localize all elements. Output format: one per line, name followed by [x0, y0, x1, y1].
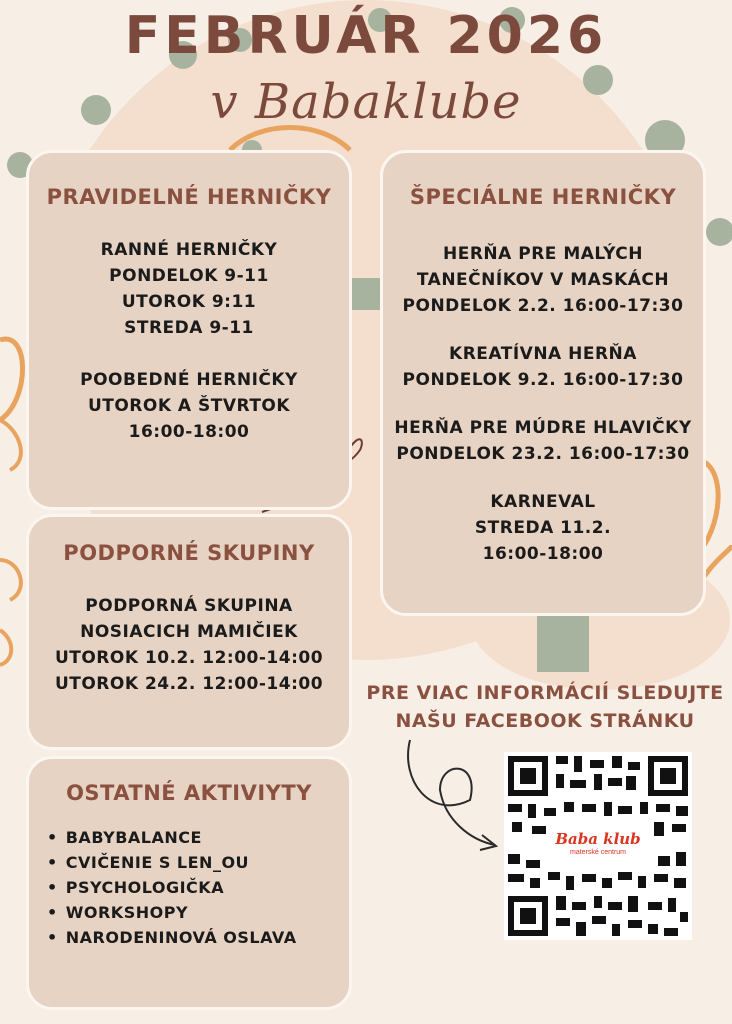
list-item: • WORKSHOPY: [47, 900, 349, 925]
card-regular-playgroups: [26, 150, 352, 510]
support-schedule: [29, 593, 349, 697]
schedule-line: UTOROK 9:11: [121, 292, 257, 312]
schedule-line: 16:00-18:00: [128, 422, 250, 442]
bg-arc: [0, 339, 23, 420]
bg-arc: [0, 420, 21, 470]
special-event: [383, 241, 703, 319]
special-event: [383, 341, 703, 393]
event-line: KREATÍVNA HERŇA: [449, 344, 637, 364]
event-line: KARNEVAL: [490, 492, 596, 512]
event-line: HERŇA PRE MÚDRE HLAVIČKY: [394, 418, 692, 438]
card-heading: PODPORNÉ SKUPINY: [63, 541, 315, 565]
logo-text: Baba klub: [555, 830, 641, 848]
bg-arc: [0, 560, 21, 600]
page-title: FEBRUÁR 2026: [124, 6, 608, 66]
event-line: 16:00-18:00: [482, 544, 604, 564]
list-item: • PSYCHOLOGIČKA: [47, 875, 349, 900]
doodle-arrow: [408, 740, 495, 845]
support-line: UTOROK 24.2. 12:00-14:00: [54, 674, 324, 694]
bg-stem: [352, 278, 380, 310]
schedule-line: POOBEDNÉ HERNIČKY: [80, 370, 298, 390]
schedule-line: RANNÉ HERNIČKY: [100, 240, 278, 260]
page-subtitle: v Babaklube: [210, 74, 522, 130]
event-line: PONDELOK 9.2. 16:00-17:30: [402, 370, 684, 390]
afternoon-schedule: [29, 367, 349, 445]
event-line: TANEČNÍKOV V MASKÁCH: [416, 270, 670, 290]
cta-line: PRE VIAC INFORMÁCIÍ SLEDUJTE: [366, 682, 724, 704]
event-line: STREDA 11.2.: [474, 518, 612, 538]
support-line: PODPORNÁ SKUPINA: [85, 596, 293, 616]
schedule-line: STREDA 9-11: [124, 318, 254, 338]
baba-klub-logo: [548, 830, 648, 857]
activities-list: [47, 825, 349, 950]
bg-arc: [0, 630, 11, 665]
logo-subtext: materské centrum: [569, 849, 627, 856]
morning-schedule: [29, 237, 349, 341]
card-heading: OSTATNÉ AKTIVIYTY: [66, 781, 312, 805]
event-line: PONDELOK 2.2. 16:00-17:30: [402, 296, 684, 316]
list-item: • NARODENINOVÁ OSLAVA: [47, 925, 349, 950]
cta-line: NAŠU FACEBOOK STRÁNKU: [395, 710, 695, 732]
card-support-groups: [26, 514, 352, 750]
special-event: [383, 489, 703, 567]
facebook-qr-code[interactable]: [504, 752, 692, 940]
support-line: NOSIACICH MAMIČIEK: [80, 622, 298, 642]
card-other-activities: [26, 756, 352, 1010]
facebook-cta: [358, 679, 732, 735]
schedule-line: PONDELOK 9-11: [109, 266, 269, 286]
special-event: [383, 415, 703, 467]
support-line: UTOROK 10.2. 12:00-14:00: [54, 648, 324, 668]
card-heading: ŠPECIÁLNE HERNIČKY: [409, 185, 677, 209]
card-special-playgroups: [380, 150, 706, 616]
list-item: • BABYBALANCE: [47, 825, 349, 850]
schedule-line: UTOROK A ŠTVRTOK: [87, 396, 291, 416]
event-line: HERŇA PRE MALÝCH: [443, 244, 643, 264]
list-item: • CVIČENIE S LEN_OU: [47, 850, 349, 875]
event-line: PONDELOK 23.2. 16:00-17:30: [396, 444, 690, 464]
bg-dot: [706, 218, 732, 246]
card-heading: PRAVIDELNÉ HERNIČKY: [46, 185, 332, 209]
